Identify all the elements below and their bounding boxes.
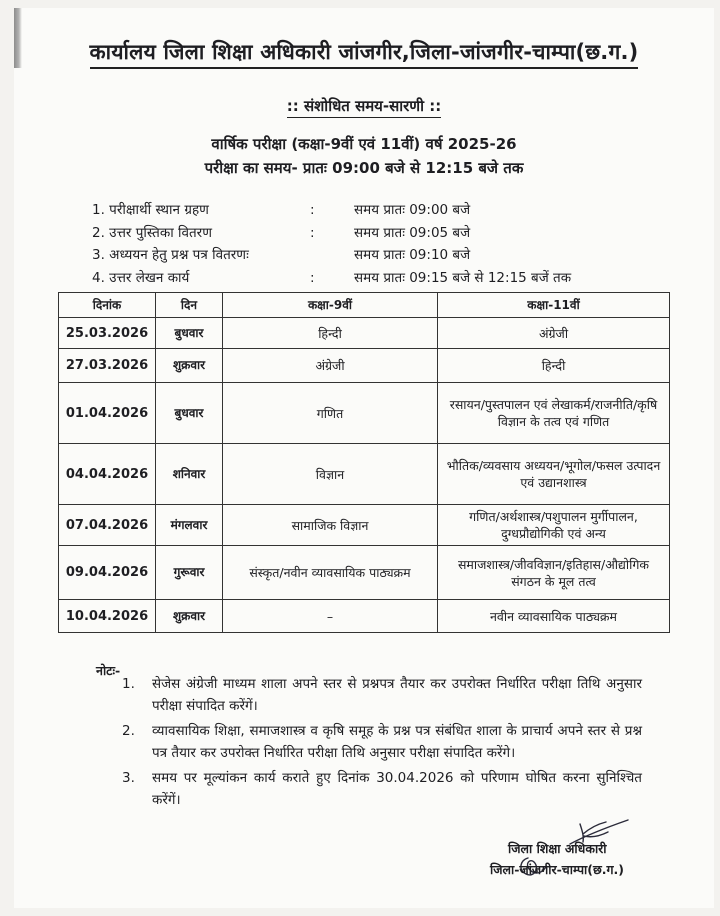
- table-header-row: [59, 293, 670, 318]
- cell-day: मंगलवार: [156, 505, 223, 546]
- office-title: [14, 38, 714, 66]
- cell-date: 25.03.2026: [59, 318, 156, 349]
- revised-timetable-heading: [14, 96, 714, 116]
- cell-date: 27.03.2026: [59, 349, 156, 383]
- cell-day: शनिवार: [156, 444, 223, 505]
- cell-class-9: संस्कृत/नवीन व्यावसायिक पाठ्यक्रम: [223, 546, 438, 600]
- step-colon: :: [310, 269, 315, 286]
- signatory-designation: जिला शिक्षा अधिकारी: [508, 841, 607, 856]
- step-label: 3. अध्ययन हेतु प्रश्न पत्र वितरणः: [92, 247, 249, 263]
- cell-class-11: गणित/अर्थशास्त्र/पशुपालन मुर्गीपालन, दुग्धप्रौद्योगिकी एवं अन्य: [438, 505, 670, 546]
- note-text: समय पर मूल्यांकन कार्य कराते हुए दिनांक 30.04.2026 को परिणाम घोषित करना सुनिश्चित करेंगें।: [152, 770, 642, 808]
- note-text: सेजेस अंग्रेजी माध्यम शाला अपने स्तर से प्रश्नपत्र तैयार कर उपरोक्त निर्धारित परीक्षा तिथि अनुसार परीक्षा संपादित करेंगें।: [152, 676, 642, 714]
- note-item: [122, 674, 642, 717]
- cell-class-9: सामाजिक विज्ञान: [223, 505, 438, 546]
- step-colon: :: [310, 224, 315, 241]
- step-time: समय प्रातः 09:10 बजे: [354, 247, 471, 263]
- step-time: समय प्रातः 09:00 बजे: [354, 202, 471, 218]
- step-time: समय प्रातः 09:15 बजे से 12:15 बजें तक: [354, 269, 572, 286]
- table-row: [59, 383, 670, 444]
- cell-date: 10.04.2026: [59, 600, 156, 633]
- exam-title: वार्षिक परीक्षा (कक्षा-9वीं एवं 11वीं) वर्ष 2025-26: [211, 135, 517, 153]
- signatory-location: जिला-जांजगीर-चाम्पा(छ.ग.): [490, 862, 624, 877]
- note-item: [122, 721, 642, 764]
- cell-class-11: हिन्दी: [438, 349, 670, 383]
- step-label: 4. उत्तर लेखन कार्य: [92, 269, 190, 286]
- table-row: [59, 349, 670, 383]
- cell-date: 01.04.2026: [59, 383, 156, 444]
- table-row: [59, 318, 670, 349]
- header-day: दिन: [156, 293, 223, 318]
- notes-list: [122, 674, 642, 815]
- exam-time: परीक्षा का समय- प्रातः 09:00 बजे से 12:15 बजे तक: [204, 159, 524, 177]
- note-number: 1.: [122, 676, 135, 692]
- cell-date: 09.04.2026: [59, 546, 156, 600]
- step-colon: :: [310, 202, 315, 218]
- table-row: [59, 546, 670, 600]
- table-row: [59, 600, 670, 633]
- note-item: [122, 768, 642, 811]
- cell-class-9: –: [223, 600, 438, 633]
- step-label: 1. परीक्षार्थी स्थान ग्रहण: [92, 202, 209, 218]
- cell-day: शुक्रवार: [156, 600, 223, 633]
- cell-class-11: अंग्रेजी: [438, 318, 670, 349]
- cell-day: बुधवार: [156, 318, 223, 349]
- cell-class-11: नवीन व्यावसायिक पाठ्यक्रम: [438, 600, 670, 633]
- note-text: व्यावसायिक शिक्षा, समाजशास्त्र व कृषि समूह के प्रश्न पत्र संबंधित शाला के प्राचार्य अपने स्तर से प्रश्न पत्र तैयार कर उपरोक्त निर्धारित परीक्षा तिथि अनुसार परीक्षा संपादित करेंगे।: [152, 723, 642, 761]
- table-row: [59, 444, 670, 505]
- cell-class-11: समाजशास्त्र/जीवविज्ञान/इतिहास/औद्योगिक संगठन के मूल तत्व: [438, 546, 670, 600]
- cell-class-9: गणित: [223, 383, 438, 444]
- step-label: 2. उत्तर पुस्तिका वितरण: [92, 224, 212, 241]
- cell-class-9: हिन्दी: [223, 318, 438, 349]
- document-page: [14, 8, 714, 908]
- header-date: दिनांक: [59, 293, 156, 318]
- exam-schedule-table: [58, 292, 670, 633]
- cell-day: बुधवार: [156, 383, 223, 444]
- note-number: 2.: [122, 723, 135, 739]
- cell-class-11: भौतिक/व्यवसाय अध्ययन/भूगोल/फसल उत्पादन एवं उद्यानशास्त्र: [438, 444, 670, 505]
- notes-heading: नोटः-: [96, 663, 121, 678]
- table-row: [59, 505, 670, 546]
- note-number: 3.: [122, 770, 135, 786]
- cell-class-9: विज्ञान: [223, 444, 438, 505]
- header-class-9: कक्षा-9वीं: [223, 293, 438, 318]
- revised-timetable-text: :: संशोधित समय-सारणी ::: [287, 97, 441, 118]
- office-title-text: कार्यालय जिला शिक्षा अधिकारी जांजगीर,जिला-जांजगीर-चाम्पा(छ.ग.): [90, 40, 639, 69]
- cell-day: गुरूवार: [156, 546, 223, 600]
- header-class-11: कक्षा-11वीं: [438, 293, 670, 318]
- cell-day: शुक्रवार: [156, 349, 223, 383]
- cell-class-11: रसायन/पुस्तपालन एवं लेखाकर्म/राजनीति/कृषि विज्ञान के तत्व एवं गणित: [438, 383, 670, 444]
- cell-class-9: अंग्रेजी: [223, 349, 438, 383]
- cell-date: 04.04.2026: [59, 444, 156, 505]
- step-time: समय प्रातः 09:05 बजे: [354, 224, 471, 241]
- cell-date: 07.04.2026: [59, 505, 156, 546]
